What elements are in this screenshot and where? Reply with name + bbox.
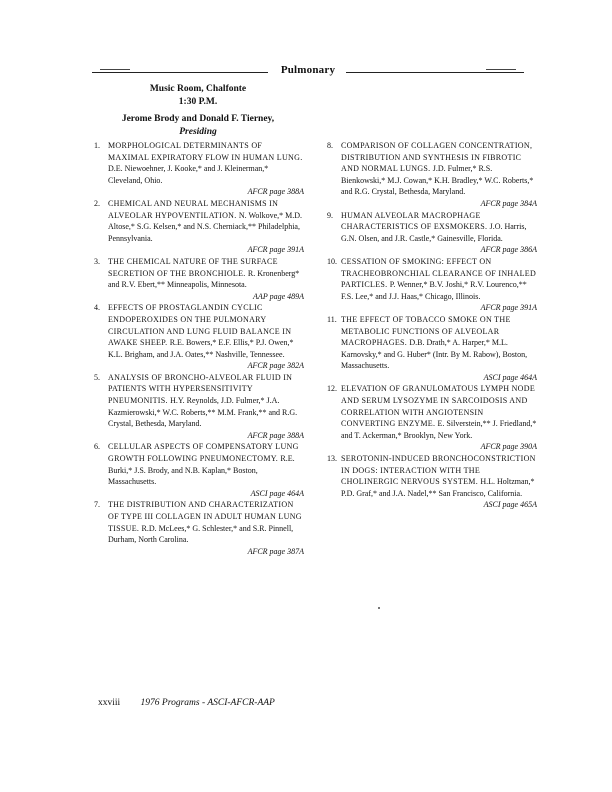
page-footer: [98, 698, 275, 708]
abstract-entry: [94, 499, 304, 557]
abstract-entry: [327, 383, 537, 453]
entry-number: 6.: [94, 442, 100, 452]
entry-title: MORPHOLOGICAL DETERMINANTS OF MAXIMAL EXPIRATORY FLOW IN HUMAN LUNG.: [108, 141, 303, 162]
abstract-entry: [327, 140, 537, 210]
entry-title: HUMAN ALVEOLAR MACROPHAGE CHARACTERISTICS OF EXSMOKERS.: [341, 210, 490, 232]
entry-number: 10.: [327, 256, 337, 266]
entry-authors: H.Y. Reynolds, J.D. Fulmer,* J.A. Kazmierowski,* W.C. Roberts,** M.M. Frank,** and R.G. Crystal, Bethesda, Maryland.: [108, 396, 298, 429]
abstract-entry: [94, 302, 304, 372]
session-presiding: Presiding: [179, 126, 217, 137]
abstract-entry: [327, 314, 537, 384]
entry-title: SEROTONIN-INDUCED BRONCHOCONSTRICTION IN DOGS: INTERACTION WITH THE CHOLINERGIC NERVOUS SYSTEM.: [341, 454, 536, 487]
header-rule-right-short: [486, 69, 516, 70]
entry-title: THE DISTRIBUTION AND CHARACTERIZATION OF TYPE III COLLAGEN IN ADULT HUMAN LUNG TISSUE.: [108, 500, 302, 533]
entry-number: 1.: [94, 141, 100, 150]
abstract-entry: [94, 372, 304, 442]
abstract-entry: [94, 441, 304, 499]
entry-page-ref: AFCR page 386A: [480, 245, 537, 255]
entry-authors: R.E. Burki,* J.S. Brody, and N.B. Kaplan,* Boston, Massachusetts.: [108, 454, 295, 487]
entry-title: THE EFFECT OF TOBACCO SMOKE ON THE METABOLIC FUNCTIONS OF ALVEOLAR MACROPHAGES.: [341, 314, 511, 348]
section-header: [92, 64, 524, 80]
entry-title: COMPARISON OF COLLAGEN CONCENTRATION, DISTRIBUTION AND SYNTHESIS IN FIBROTIC AND NORMAL LUNGS.: [341, 141, 533, 174]
entry-page-ref: AFCR page 391A: [247, 245, 304, 255]
entry-page-ref: ASCI page 465A: [483, 500, 537, 510]
entry-page-ref: AFCR page 390A: [480, 442, 537, 452]
entry-title: CESSATION OF SMOKING: EFFECT ON TRACHEOBRONCHIAL CLEARANCE OF INHALED PARTICLES.: [341, 256, 537, 290]
entry-number: 11.: [327, 314, 337, 324]
page-number: xxviii: [98, 698, 121, 708]
section-title: Pulmonary: [280, 64, 336, 76]
entry-number: 3.: [94, 256, 100, 266]
publication-title: 1976 Programs - ASCI-AFCR-AAP: [140, 698, 275, 708]
session-room: Music Room, Chalfonte: [149, 84, 247, 94]
entry-page-ref: AFCR page 382A: [247, 361, 304, 371]
entry-page-ref: ASCI page 464A: [483, 372, 537, 382]
entry-authors: J.D. Fulmer,* R.S. Bienkowski,* M.J. Cowan,* K.H. Bradley,* W.C. Roberts,* and R.G. Crystal, Bethesda, Maryland.: [341, 164, 534, 197]
abstract-entry: [94, 256, 304, 302]
entry-page-ref: AFCR page 384A: [480, 198, 537, 208]
entry-number: 13.: [327, 454, 337, 464]
entry-authors: D.B. Drath,* A. Harper,* M.L. Karnovsky,* and G. Huber* (Intr. By M. Rabow), Boston, Massachusetts.: [341, 338, 528, 371]
entry-title: ANALYSIS OF BRONCHO-ALVEOLAR FLUID IN PATIENTS WITH HYPERSENSITIVITY PNEUMONITIS.: [108, 372, 293, 406]
session-chairs: Jerome Brody and Donald F. Tierney,: [121, 114, 275, 124]
header-rule-right: [346, 72, 524, 73]
entry-page-ref: AFCR page 388A: [247, 430, 304, 440]
entry-page-ref: AFCR page 391A: [480, 303, 537, 313]
entry-number: 12.: [327, 384, 337, 394]
entry-authors: H.L. Holtzman,* P.D. Graf,* and J.A. Nadel,** San Francisco, California.: [341, 477, 535, 498]
entry-number: 5.: [94, 372, 100, 382]
abstract-entry: [94, 198, 304, 256]
entry-number: 9.: [327, 210, 333, 220]
session-time: 1:30 P.M.: [178, 96, 218, 107]
entry-page-ref: AAP page 489A: [253, 291, 304, 301]
entry-title: CELLULAR ASPECTS OF COMPENSATORY LUNG GROWTH FOLLOWING PNEUMONECTOMY.: [108, 442, 299, 464]
entry-page-ref: AFCR page 387A: [247, 546, 304, 556]
entry-title: CHEMICAL AND NEURAL MECHANISMS IN ALVEOLAR HYPOVENTILATION.: [108, 198, 279, 220]
entry-authors: P. Wenner,* B.V. Joshi,* R.V. Lourenco,** F.S. Lee,* and J.J. Haas,* Chicago, Illinois.: [341, 280, 527, 301]
left-column: [94, 140, 304, 557]
session-info: [98, 83, 298, 138]
entry-number: 4.: [94, 303, 100, 313]
entry-authors: J.O. Harris, G.N. Olsen, and J.R. Castle,* Gainesville, Florida.: [341, 222, 527, 243]
entry-number: 7.: [94, 500, 100, 510]
entry-number: 8.: [327, 141, 333, 150]
entry-title: THE CHEMICAL NATURE OF THE SURFACE SECRETION OF THE BRONCHIOLE.: [108, 256, 278, 278]
abstract-entry: [327, 453, 537, 511]
scan-speck: [378, 607, 380, 609]
entry-authors: R. Kronenberg* and R.V. Ebert,** Minneapolis, Minnesota.: [108, 268, 300, 290]
entry-authors: N. Wolkove,* M.D. Altose,* S.G. Kelsen,* and N.S. Cherniack,** Philadelphia, Pennsylvania.: [108, 210, 303, 243]
abstract-entry: [94, 140, 304, 198]
entry-authors: E. Silverstein,** J. Friedland,* and T. Ackerman,* Brooklyn, New York.: [341, 419, 537, 440]
right-column: [327, 140, 537, 511]
entry-title: ELEVATION OF GRANULOMATOUS LYMPH NODE AND SERUM LYSOZYME IN SARCOIDOSIS AND CORRELATION WITH ANGIOTENSIN CONVERTING ENZYME.: [341, 384, 536, 429]
abstract-entry: [327, 210, 537, 256]
entry-authors: R.D. McLees,* G. Schlester,* and S.R. Pinnell, Durham, North Carolina.: [108, 523, 294, 545]
entry-authors: R.E. Bowers,* E.F. Ellis,* P.J. Owen,* K.L. Brigham, and J.A. Oates,** Nashville, Tennessee.: [108, 338, 294, 359]
entry-page-ref: AFCR page 388A: [247, 187, 304, 197]
entry-page-ref: ASCI page 464A: [250, 488, 304, 498]
header-rule-left-short: [100, 69, 130, 70]
entry-number: 2.: [94, 198, 100, 208]
entry-title: EFFECTS OF PROSTAGLANDIN CYCLIC ENDOPEROXIDES ON THE PULMONARY CIRCULATION AND LUNG FLUID BALANCE IN AWAKE SHEEP.: [108, 303, 292, 348]
entry-authors: D.E. Niewoehner, J. Kooke,* and J. Kleinerman,* Cleveland, Ohio.: [108, 164, 269, 185]
header-rule-left: [92, 72, 268, 73]
abstract-entry: [327, 256, 537, 314]
